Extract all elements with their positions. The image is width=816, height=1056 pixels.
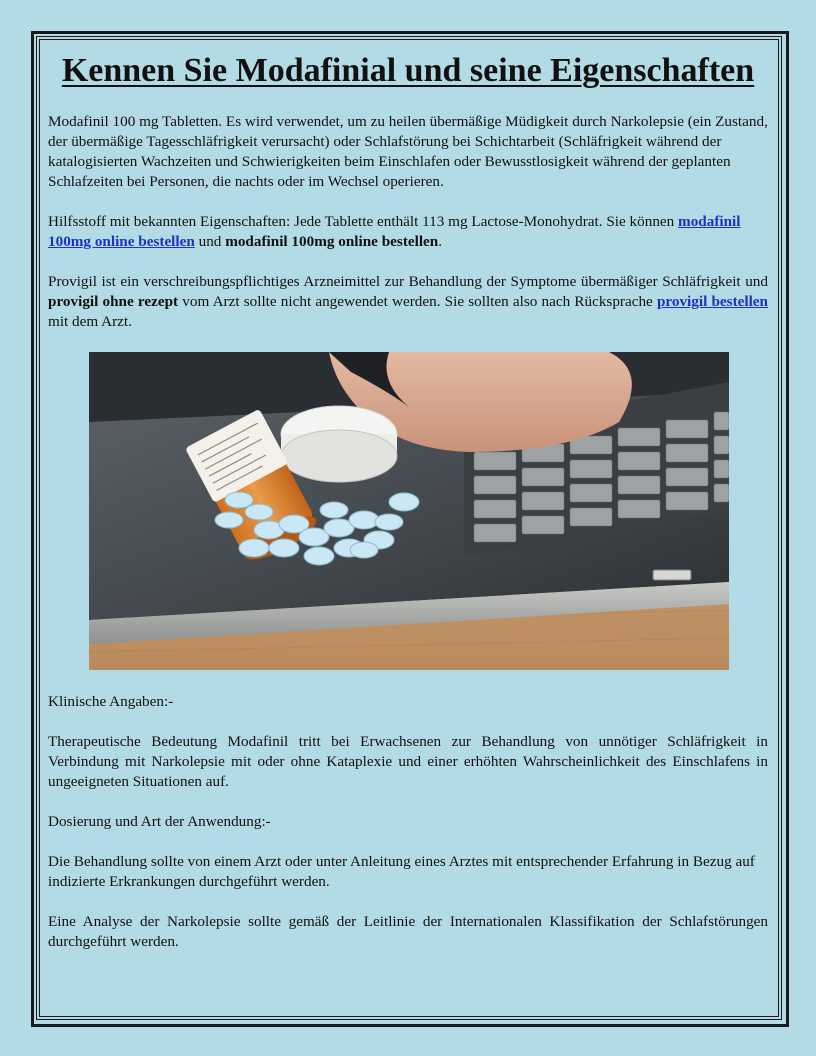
provigil-text-end: mit dem Arzt. (48, 313, 132, 330)
modafinil-order-bold: modafinil 100mg online bestellen (225, 233, 439, 250)
provigil-text-mid: vom Arzt sollte nicht angewendet werden. Sie sollten also nach Rücksprache (178, 293, 657, 310)
therapeutic-paragraph: Therapeutische Bedeutung Modafinil tritt bei Erwachsenen zur Behandlung von unnötiger Schläfrigkeit in Verbindung mit Narkolepsie mit oder ohne Kataplexie und einer erhöhten Wahrscheinlichkeit des Einschlafens in ungeeigneten Situationen auf. (48, 733, 768, 790)
treatment-paragraph: Die Behandlung sollte von einem Arzt oder unter Anleitung eines Arztes mit entsprechender Erfahrung in Bezug auf indizierte Erkrankungen durchgeführt werden. (48, 853, 755, 890)
provigil-no-prescription-bold: provigil ohne rezept (48, 293, 179, 310)
analysis-paragraph: Eine Analyse der Narkolepsie sollte gemäß der Leitlinie der Internationalen Klassifikation der Schlafstörungen durchgeführt werden. (48, 913, 768, 950)
provigil-order-link[interactable]: provigil bestellen (656, 293, 768, 310)
excipient-paragraph (48, 212, 768, 252)
excipient-connector: und (194, 233, 226, 250)
excipient-end: . (438, 233, 443, 250)
pills-laptop-photo (89, 352, 729, 670)
dosage-heading: Dosierung und Art der Anwendung:- (48, 813, 271, 830)
clinical-heading: Klinische Angaben:- (48, 693, 174, 710)
provigil-paragraph (48, 272, 768, 332)
excipient-text: Hilfsstoff mit bekannten Eigenschaften: Jede Tablette enthält 113 mg Lactose-Monohydrat. Sie können (48, 213, 679, 230)
document-body (48, 48, 768, 952)
modafinil-order-link[interactable]: modafinil 100mg online bestellen (48, 213, 741, 250)
page-title: Kennen Sie Modafinial und seine Eigenschaften (61, 52, 755, 89)
provigil-text: Provigil ist ein verschreibungspflichtiges Arzneimittel zur Behandlung der Symptome übermäßiger Schläfrigkeit und (48, 273, 768, 290)
intro-paragraph: Modafinil 100 mg Tabletten. Es wird verwendet, um zu heilen übermäßige Müdigkeit durch Narkolepsie (ein Zustand, der übermäßige Tagesschläfrigkeit verursacht) oder Schlafstörung bei Schichtarbeit (Schläfrigkeit während der katalogisierten Wachzeiten und Schwierigkeiten beim Einschlafen oder Bewusstlosigkeit während der geplanten Schlafzeiten bei Personen, die nachts oder im Wechsel operieren. (48, 113, 768, 190)
